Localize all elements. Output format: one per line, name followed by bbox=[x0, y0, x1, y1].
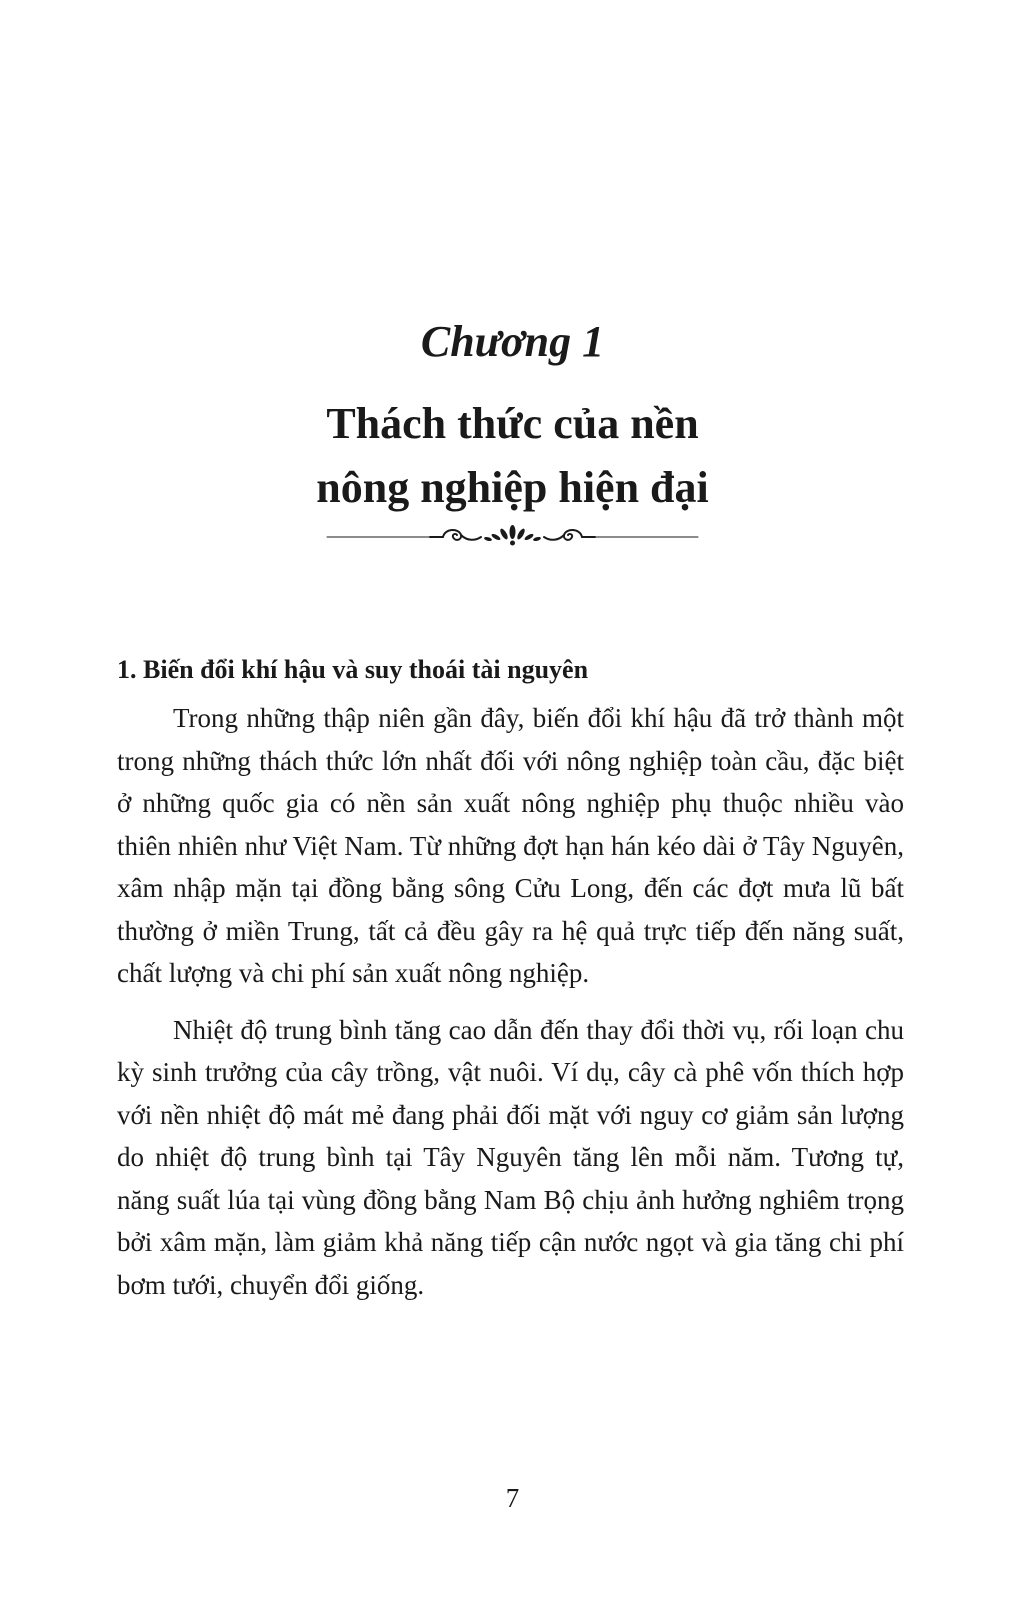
ornament-divider-icon bbox=[325, 524, 700, 550]
paragraph: Trong những thập niên gần đây, biến đổi khí hậu đã trở thành một trong những thách thức lớn nhất đối với nông nghiệp toàn cầu, đặc biệt ở những quốc gia có nền sản xuất nông nghiệp phụ thuộc nhiều vào thiên nhiên như Việt Nam. Từ những đợt hạn hán kéo dài ở Tây Nguyên, xâm nhập mặn tại đồng bằng sông Cửu Long, đến các đợt mưa lũ bất thường ở miền Trung, tất cả đều gây ra hệ quả trực tiếp đến năng suất, chất lượng và chi phí sản xuất nông nghiệp. bbox=[117, 703, 904, 988]
page-number: 7 bbox=[505, 1483, 520, 1513]
body-text bbox=[117, 697, 904, 1320]
paragraph: Nhiệt độ trung bình tăng cao dẫn đến thay đổi thời vụ, rối loạn chu kỳ sinh trưởng của cây trồng, vật nuôi. Ví dụ, cây cà phê vốn thích hợp với nền nhiệt độ mát mẻ đang phải đối mặt với nguy cơ giảm sản lượng do nhiệt độ trung bình tại Tây Nguyên tăng lên mỗi năm. Tương tự, năng suất lúa tại vùng đồng bằng Nam Bộ chịu ảnh hưởng nghiêm trọng bởi xâm mặn, làm giảm khả năng tiếp cận nước ngọt và gia tăng chi phí bơm tưới, chuyển đổi giống. bbox=[117, 1014, 904, 1300]
chapter-title bbox=[0, 392, 1025, 520]
chapter-label: Chương 1 bbox=[420, 317, 605, 366]
chapter-title-line-1: Thách thức của nền bbox=[326, 399, 699, 448]
chapter-title-line-2: nông nghiệp hiện đại bbox=[316, 463, 709, 512]
section-heading: 1. Biến đổi khí hậu và suy thoái tài nguyên bbox=[117, 655, 589, 684]
